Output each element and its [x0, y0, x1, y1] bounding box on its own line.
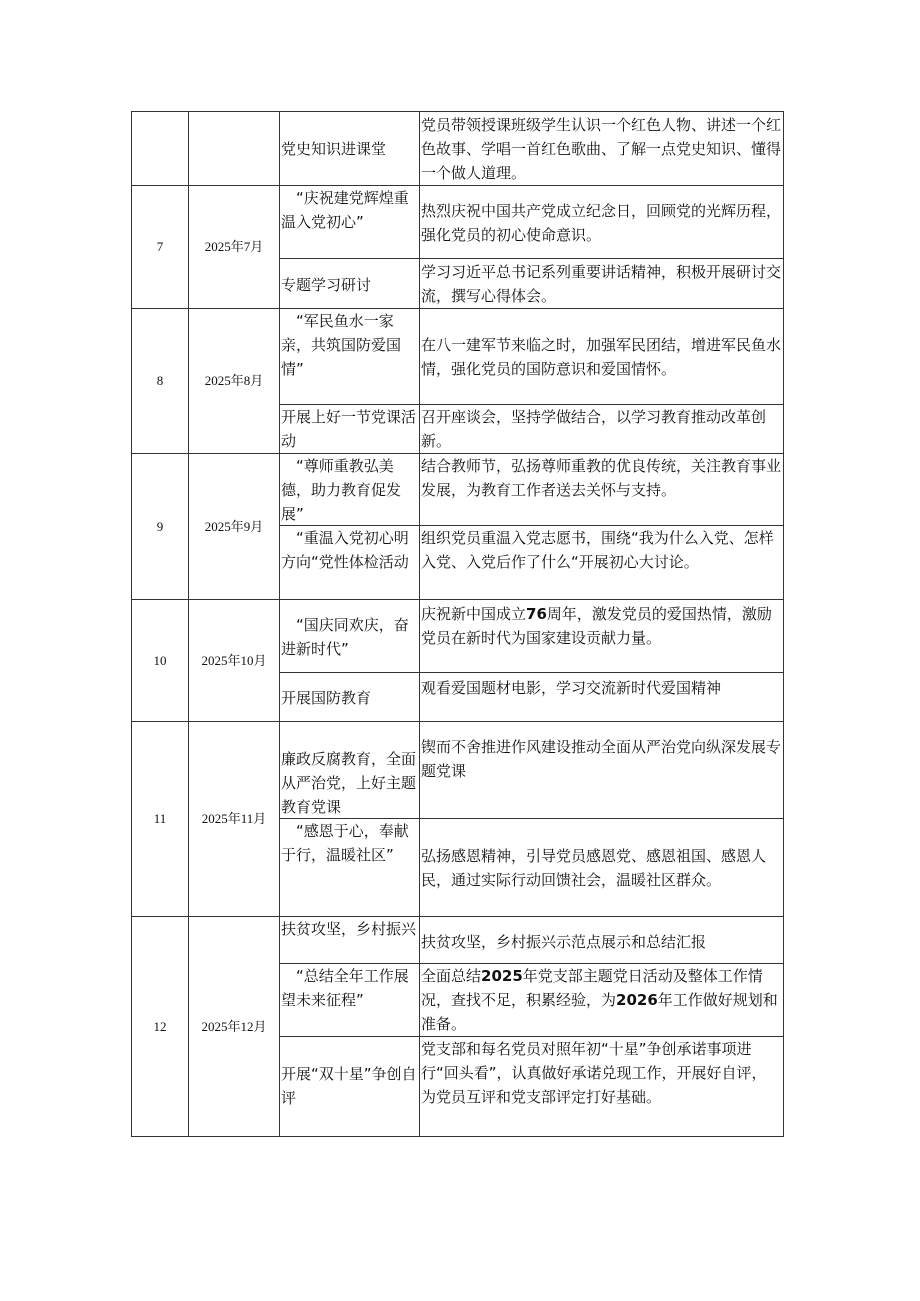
row-number: 8 — [156, 373, 164, 388]
desc-text: 年党支部主题党日活动及整体工作情况，查找不足，积累经验，为 — [421, 967, 763, 1009]
table-border-right — [783, 111, 784, 1137]
description-cell — [420, 600, 783, 672]
description-cell: 结合教师节，弘扬尊师重教的优良传统，关注教育事业发展，为教育工作者送去关怀与支持。 — [421, 457, 782, 499]
desc-text: 全面总结 — [421, 967, 482, 985]
description-cell — [420, 964, 783, 1036]
desc-text: 周年，激发党员的爱国热情，激励党员在新时代为国家建设贡献力量。 — [421, 605, 772, 647]
activity-cell: 开展国防教育 — [281, 689, 372, 707]
row-date — [189, 917, 279, 1136]
row-date — [189, 454, 279, 599]
desc-text: 庆祝新中国成立 — [421, 605, 527, 623]
description-cell: 热烈庆祝中国共产党成立纪念日，回顾党的光辉历程，强化党员的初心使命意识。 — [421, 202, 782, 244]
activity-cell: “庆祝建党辉煌重温入党初心” — [281, 189, 409, 231]
row-date — [189, 186, 279, 308]
row-date-text: 2025年8月 — [204, 373, 264, 388]
activity-cell: 党史知识进课堂 — [281, 139, 387, 158]
row-number: 11 — [153, 811, 167, 826]
row-number: 9 — [156, 518, 164, 534]
row-date-text: 2025年11月 — [201, 811, 267, 826]
desc-year-bold: 2025 — [481, 967, 523, 985]
description-cell: 锲而不舍推进作风建设推动全面从严治党向纵深发展专题党课 — [421, 738, 782, 780]
desc-year-bold: 2026 — [616, 991, 658, 1009]
row-number: 12 — [153, 1018, 167, 1034]
description-cell: 党支部和每名党员对照年初“十星”争创承诺事项进行“回头看”，认真做好承诺兑现工作，开展好自评，为党员互评和党支部评定打好基础。 — [421, 1040, 767, 1106]
table-border-bottom — [131, 1136, 784, 1137]
desc-year-bold: 76 — [526, 605, 547, 623]
desc-text: 年工作做好规划和准备。 — [421, 991, 778, 1033]
activity-cell: 扶贫攻坚，乡村振兴 — [281, 920, 417, 938]
row-date-text: 2025年7月 — [204, 239, 264, 254]
row-date — [189, 722, 279, 916]
activity-cell: 专题学习研讨 — [281, 276, 372, 294]
description-cell: 观看爱国题材电影，学习交流新时代爱国精神 — [421, 679, 722, 697]
row-date-text: 2025年9月 — [204, 518, 264, 534]
description-cell: 在八一建军节来临之时，加强军民团结，增进军民鱼水情，强化党员的国防意识和爱国情怀。 — [421, 336, 782, 378]
activity-cell: “感恩于心，奉献于行，温暖社区” — [281, 822, 409, 864]
activity-cell: “重温入党初心明方向“党性体检活动 — [281, 529, 409, 571]
row-date-text: 2025年10月 — [201, 652, 267, 668]
row-date — [189, 309, 279, 453]
activity-cell: 开展“双十星”争创自评 — [281, 1065, 417, 1107]
row-date — [189, 600, 279, 721]
description-cell: 召开座谈会，坚持学做结合，以学习教育推动改革创新。 — [421, 408, 767, 450]
row-date-text: 2025年12月 — [201, 1018, 267, 1034]
description-cell: 组织党员重温入党志愿书，围绕“我为什么入党、怎样入党、入党后作了什么“开展初心大讨论。 — [421, 529, 774, 571]
row-number: 10 — [153, 652, 167, 668]
row-number: 7 — [156, 239, 164, 254]
activity-cell: “国庆同欢庆，奋进新时代” — [281, 616, 409, 658]
description-cell: 学习习近平总书记系列重要讲话精神，积极开展研讨交流，撰写心得体会。 — [421, 263, 782, 305]
description-cell: 弘扬感恩精神，引导党员感恩党、感恩祖国、感恩人民，通过实际行动回馈社会，温暖社区群众。 — [421, 847, 767, 889]
activity-cell: 廉政反腐教育，全面从严治党，上好主题教育党课 — [281, 750, 417, 816]
activity-cell: 开展上好一节党课活动 — [281, 408, 417, 450]
description-cell: 扶贫攻坚，乡村振兴示范点展示和总结汇报 — [421, 933, 707, 951]
description-cell: 党员带领授课班级学生认识一个红色人物、讲述一个红色故事、学唱一首红色歌曲、了解一点党史知识、懂得一个做人道理。 — [421, 116, 782, 182]
activity-cell: “总结全年工作展望未来征程” — [281, 967, 409, 1009]
activity-cell: “尊师重教弘美德，助力教育促发展” — [281, 457, 402, 523]
activity-cell: “军民鱼水一家亲，共筑国防爱国情” — [281, 312, 402, 378]
activity-schedule-table — [131, 111, 784, 1137]
